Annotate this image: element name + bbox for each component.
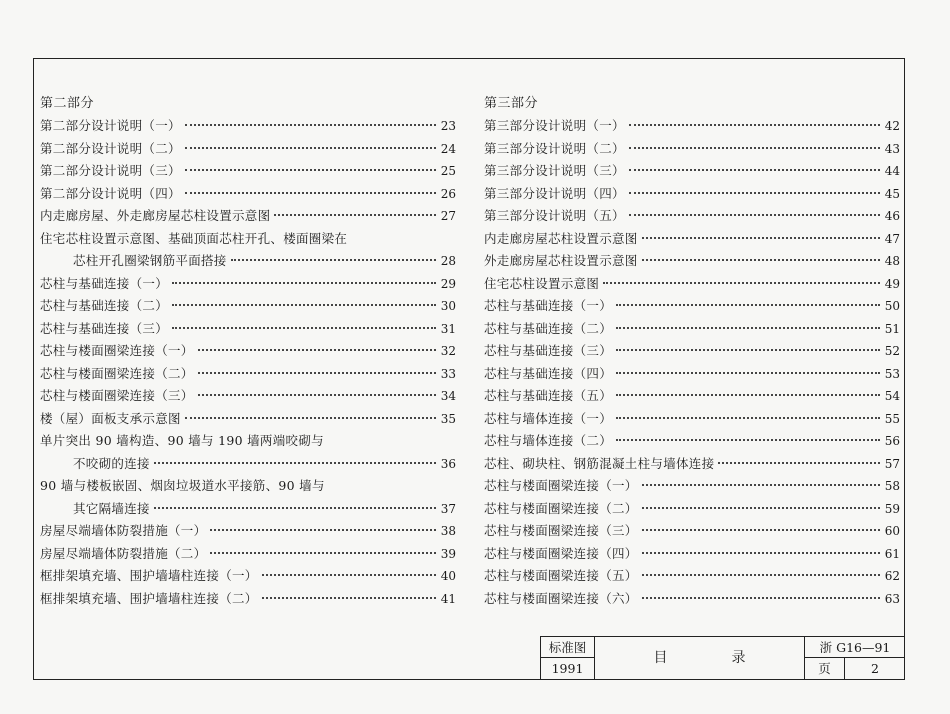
dot-leader: [231, 259, 436, 261]
toc-entry: [40, 408, 456, 431]
toc-entry-title: 框排架填充墙、围护墙墙柱连接（一）: [40, 568, 258, 583]
toc-entry: [484, 588, 900, 611]
toc-entries: [484, 115, 900, 610]
dot-leader: [198, 349, 436, 351]
toc-entry-page: 56: [884, 434, 900, 448]
toc-entry: [40, 588, 456, 611]
toc-entry-title: 90 墙与楼板嵌固、烟囱垃圾道水平接筋、90 墙与: [40, 478, 325, 493]
toc-entry-title: 芯柱与楼面圈梁连接（三）: [40, 388, 194, 403]
toc-entry-title: 内走廊房屋芯柱设置示意图: [484, 230, 638, 246]
toc-entry-page: 23: [440, 119, 456, 133]
dot-leader: [629, 192, 880, 194]
toc-entry-title: 芯柱与基础连接（二）: [40, 298, 169, 313]
toc-entry-title: 不咬砌的连接: [73, 455, 150, 471]
toc-entry-page: 35: [440, 411, 456, 426]
toc-entry-page: 29: [440, 276, 456, 291]
toc-entry: [40, 543, 456, 566]
toc-entry-title: 第二部分设计说明（三）: [40, 163, 181, 178]
dot-leader: [210, 552, 436, 554]
toc-entry: [484, 453, 900, 476]
toc-entry-title: 芯柱与基础连接（一）: [40, 275, 169, 291]
toc-entry-page: 62: [884, 569, 900, 583]
dot-leader: [718, 462, 880, 464]
toc-entry-page: 48: [884, 254, 900, 268]
dot-leader: [603, 282, 880, 284]
toc-left-column: [40, 93, 456, 610]
toc-right-column: [484, 93, 900, 610]
toc-entry-page: 36: [440, 456, 456, 471]
toc-entry: [484, 138, 900, 161]
year: 1991: [541, 658, 595, 679]
toc-entry-page: 55: [884, 411, 900, 426]
page-label: 页: [805, 658, 845, 679]
dot-leader: [616, 394, 880, 396]
toc-entry-title: 芯柱与基础连接（三）: [484, 343, 613, 358]
toc-entry-page: 50: [884, 299, 900, 313]
toc-entry-page: 47: [884, 231, 900, 246]
dot-leader: [185, 147, 436, 149]
dot-leader: [642, 237, 880, 239]
toc-entry-title: 第三部分设计说明（四）: [484, 185, 625, 201]
title-block: [540, 636, 904, 679]
dot-leader: [172, 282, 436, 284]
toc-entry: [40, 430, 456, 453]
toc-entry-page: 45: [884, 186, 900, 201]
toc-entry: [484, 565, 900, 588]
toc-entry-page: 42: [884, 119, 900, 133]
toc-entry-page: 51: [884, 321, 900, 336]
toc-entry: [484, 295, 900, 318]
dot-leader: [185, 192, 436, 194]
dot-leader: [185, 124, 436, 126]
toc-entry-page: 38: [440, 524, 456, 538]
toc-entry: [40, 475, 456, 498]
dot-leader: [642, 507, 880, 509]
dot-leader: [642, 484, 880, 486]
dot-leader: [172, 304, 436, 306]
toc-entry-page: 57: [884, 456, 900, 471]
toc-entry: [484, 160, 900, 183]
dot-leader: [616, 327, 880, 329]
toc-entry-title: 其它隔墙连接: [73, 500, 150, 516]
toc-entry: [484, 340, 900, 363]
toc-entry-title: 芯柱与基础连接（五）: [484, 388, 613, 403]
page-number: 2: [871, 661, 879, 676]
toc-entry: [40, 273, 456, 296]
dot-leader: [642, 259, 880, 261]
toc-entry-title: 芯柱、砌块柱、钢筋混凝土柱与墙体连接: [484, 455, 715, 471]
toc-entry-page: 39: [440, 546, 456, 561]
toc-entry-page: 27: [440, 209, 456, 223]
toc-entry-title: 住宅芯柱设置示意图、基础顶面芯柱开孔、楼面圈梁在: [40, 230, 348, 246]
dot-leader: [616, 304, 880, 306]
dot-leader: [629, 214, 880, 216]
dot-leader: [154, 462, 436, 464]
toc-entry-page: 32: [440, 344, 456, 358]
dot-leader: [629, 147, 880, 149]
toc-entry-title: 房屋尽端墙体防裂措施（一）: [40, 523, 207, 538]
drawing-title: [595, 637, 805, 679]
toc-entry-page: 61: [884, 546, 900, 561]
toc-entry-page: 58: [884, 479, 900, 493]
toc-entry: [484, 543, 900, 566]
toc-entry: [40, 250, 456, 273]
toc-entry-title: 芯柱与楼面圈梁连接（一）: [40, 343, 194, 358]
toc-entry-page: 40: [440, 569, 456, 583]
toc-entry: [40, 498, 456, 521]
toc-entry-page: 54: [884, 389, 900, 403]
dot-leader: [642, 574, 880, 576]
toc-entry-title: 芯柱开孔圈梁钢筋平面搭接: [73, 253, 227, 268]
toc-entry: [484, 475, 900, 498]
dot-leader: [172, 327, 436, 329]
standard-label: 标准图: [541, 637, 595, 658]
toc-entry-title: 外走廊房屋芯柱设置示意图: [484, 253, 638, 268]
toc-entry: [484, 520, 900, 543]
toc-entry-title: 第三部分设计说明（二）: [484, 140, 625, 156]
toc-entry-title: 单片突出 90 墙构造、90 墙与 190 墙两端咬砌与: [40, 433, 324, 448]
toc-entry-page: 30: [440, 299, 456, 313]
toc-entry-page: 52: [884, 344, 900, 358]
dot-leader: [210, 529, 436, 531]
dot-leader: [262, 574, 436, 576]
toc-entry-title: 芯柱与楼面圈梁连接（三）: [484, 523, 638, 538]
toc-entry: [484, 363, 900, 386]
toc-entry-page: 59: [884, 501, 900, 516]
dot-leader: [616, 372, 880, 374]
toc-entry-title: 第二部分设计说明（一）: [40, 118, 181, 133]
dot-leader: [642, 597, 880, 599]
toc-entry-title: 芯柱与基础连接（一）: [484, 298, 613, 313]
toc-entry-title: 芯柱与墙体连接（二）: [484, 433, 613, 448]
toc-entry-title: 芯柱与楼面圈梁连接（一）: [484, 478, 638, 493]
toc-entry-title: 第二部分设计说明（四）: [40, 185, 181, 201]
toc-entry-page: 49: [884, 276, 900, 291]
toc-entry-page: 26: [440, 186, 456, 201]
toc-entry-page: 43: [884, 141, 900, 156]
toc-entries: [40, 115, 456, 610]
toc-entry-page: 44: [884, 164, 900, 178]
toc-entry: [40, 340, 456, 363]
toc-entry-title: 第三部分设计说明（一）: [484, 118, 625, 133]
dot-leader: [274, 214, 436, 216]
toc-entry-page: 60: [884, 524, 900, 538]
toc-entry: [484, 408, 900, 431]
toc-entry: [484, 228, 900, 251]
toc-entry: [40, 295, 456, 318]
toc-entry: [40, 565, 456, 588]
section-heading: 第三部分: [484, 96, 539, 111]
toc-entry: [484, 318, 900, 341]
toc-entry: [40, 138, 456, 161]
toc-entry-page: 25: [440, 164, 456, 178]
toc-entry-title: 芯柱与基础连接（二）: [484, 320, 613, 336]
dot-leader: [262, 597, 436, 599]
toc-entry-title: 房屋尽端墙体防裂措施（二）: [40, 545, 207, 561]
dot-leader: [616, 417, 880, 419]
toc-entry-title: 第三部分设计说明（五）: [484, 208, 625, 223]
toc-entry-page: 31: [440, 321, 456, 336]
toc-entry-page: 34: [440, 389, 456, 403]
toc-entry-page: 63: [884, 591, 900, 606]
title-char-1: 目: [653, 650, 668, 666]
toc-entry: [40, 385, 456, 408]
toc-entry: [484, 250, 900, 273]
toc-entry-page: 41: [440, 591, 456, 606]
toc-entry-title: 芯柱与楼面圈梁连接（五）: [484, 568, 638, 583]
toc-entry: [40, 363, 456, 386]
dot-leader: [198, 372, 436, 374]
toc-entry: [40, 205, 456, 228]
toc-entry: [40, 520, 456, 543]
toc-entry-title: 芯柱与楼面圈梁连接（二）: [40, 365, 194, 381]
toc-entry: [484, 115, 900, 138]
dot-leader: [198, 394, 436, 396]
dot-leader: [629, 169, 880, 171]
dot-leader: [642, 529, 880, 531]
dot-leader: [185, 169, 436, 171]
dot-leader: [629, 124, 880, 126]
dot-leader: [616, 349, 880, 351]
toc-entry: [484, 205, 900, 228]
toc-entry-title: 芯柱与楼面圈梁连接（六）: [484, 590, 638, 606]
toc-entry: [40, 160, 456, 183]
toc-entry-page: 24: [440, 141, 456, 156]
dot-leader: [642, 552, 880, 554]
toc-entry-title: 芯柱与墙体连接（一）: [484, 410, 613, 426]
toc-entry: [484, 385, 900, 408]
toc-entry: [484, 430, 900, 453]
toc-entry-page: 53: [884, 366, 900, 381]
toc-entry: [40, 453, 456, 476]
toc-entry-page: 46: [884, 209, 900, 223]
toc-entry: [484, 498, 900, 521]
dot-leader: [185, 417, 436, 419]
toc-entry-page: 33: [440, 366, 456, 381]
toc-entry: [40, 115, 456, 138]
drawing-code: 浙 G16—91: [805, 637, 905, 658]
toc-entry-title: 芯柱与基础连接（四）: [484, 365, 613, 381]
toc-entry: [484, 183, 900, 206]
toc-entry-title: 第二部分设计说明（二）: [40, 140, 181, 156]
toc-entry: [40, 318, 456, 341]
toc-entry-page: 37: [440, 501, 456, 516]
toc-entry-title: 芯柱与楼面圈梁连接（二）: [484, 500, 638, 516]
section-heading: 第二部分: [40, 96, 95, 111]
toc-entry-title: 芯柱与基础连接（三）: [40, 320, 169, 336]
title-char-2: 录: [731, 650, 746, 666]
toc-entry-title: 第三部分设计说明（三）: [484, 163, 625, 178]
toc-entry: [40, 183, 456, 206]
dot-leader: [154, 507, 436, 509]
toc-entry-title: 楼（屋）面板支承示意图: [40, 410, 181, 426]
toc-entry: [40, 228, 456, 251]
toc-entry-page: 28: [440, 254, 456, 268]
toc-entry-title: 内走廊房屋、外走廊房屋芯柱设置示意图: [40, 208, 271, 223]
toc-entry: [484, 273, 900, 296]
dot-leader: [616, 439, 880, 441]
toc-entry-title: 框排架填充墙、围护墙墙柱连接（二）: [40, 590, 258, 606]
toc-entry-title: 住宅芯柱设置示意图: [484, 275, 600, 291]
toc-entry-title: 芯柱与楼面圈梁连接（四）: [484, 545, 638, 561]
